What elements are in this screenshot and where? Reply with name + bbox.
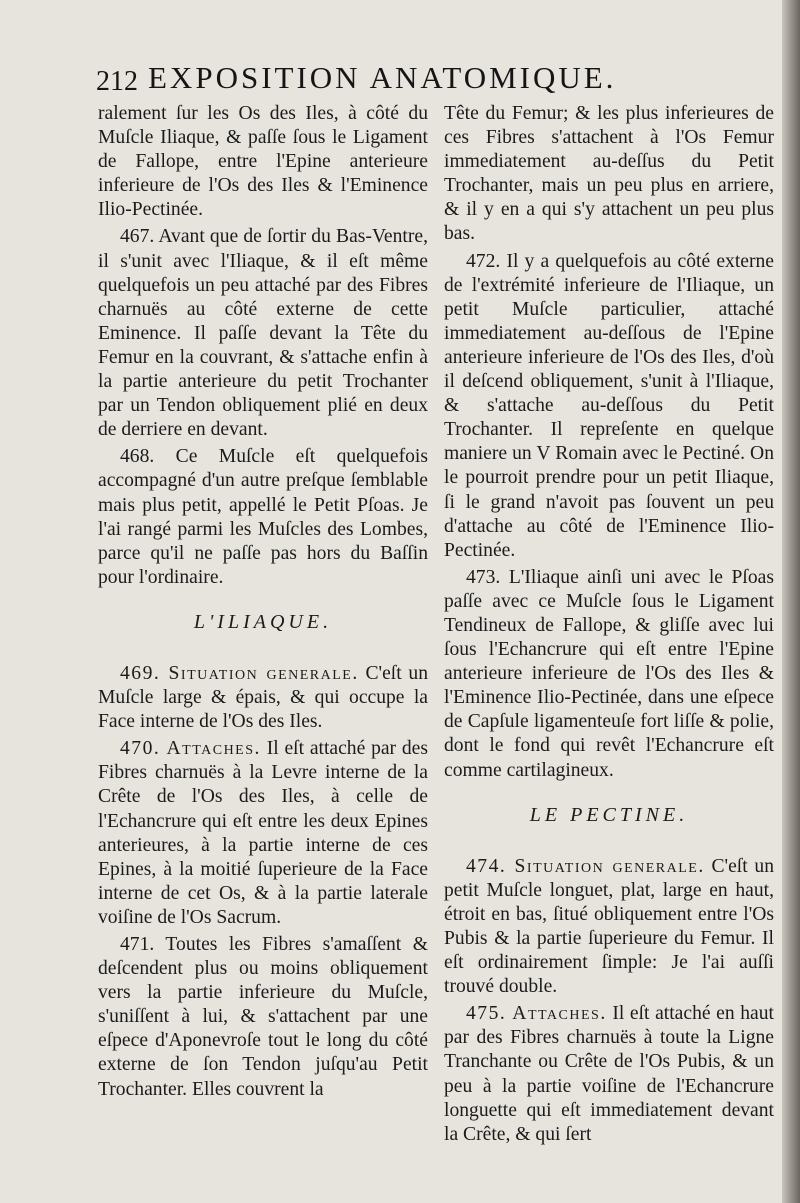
section-title-pectine: LE PECTINE. xyxy=(529,803,689,826)
paragraph-lead: 469. Situation generale. xyxy=(120,662,359,684)
paragraph-473: 473. L'Iliaque ainſi uni avec le Pſoas paſſe avec ce Muſcle ſous le Ligament Tendineux de Fallope, & gliſſe avec lui ſous l'Echancrure qui eſt entre l'Epine anterieure inferieure de l'Os des Iles & l'Eminence Ilio-Pectinée, dans une eſpece de Capſule ligamenteuſe fort liſſe & polie, dont le fond qui revêt l'Echancrure eſt comme cartilagineux. xyxy=(444,566,774,781)
running-title: EXPOSITION ANATOMIQUE. xyxy=(148,60,617,95)
right-column xyxy=(444,102,774,1150)
paragraph-467: 467. Avant que de ſortir du Bas-Ventre, il s'unit avec l'Iliaque, & il eſt même quelquefois un peu attaché par des Fibres charnuës au côté externe de cette Eminence. Il paſſe devant la Tête du Femur en la couvrant, & s'attache enfin à la partie anterieure du petit Trochanter par un Tendon obliquement plié en deux de derriere en devant. xyxy=(98,226,428,441)
page-number: 212 xyxy=(96,66,138,97)
paragraph: ralement ſur les Os des Iles, à côté du Muſcle Iliaque, & paſſe ſous le Ligament de Fallope, entre l'Epine anterieure inferieure de l'Os des Iles & l'Eminence Ilio-Pectinée. xyxy=(98,103,428,221)
paragraph-472: 472. Il y a quelquefois au côté externe de l'extrémité inferieure de l'Iliaque, un petit Muſcle particulier, attaché immediatement au-deſſous de l'Epine anterieure inferieure de l'Os des Iles, d'où il deſcend obliquement, s'unit à l'Iliaque, & s'attache au-deſſous du Petit Trochanter. Il repreſente en quelque maniere un V Romain avec le Pectiné. On le pourroit prendre pour un petit Iliaque, ſi le grand n'avoit pas ſouvent un peu d'attache au côté de l'Eminence Ilio-Pectinée. xyxy=(444,250,774,561)
paragraph-471: 471. Toutes les Fibres s'amaſſent & deſcendent plus ou moins obliquement vers la partie inferieure du Muſcle, s'uniſſent à lui, & s'attachent par une eſpece d'Aponevroſe tout le long du côté externe de ſon Tendon juſqu'au Petit Trochanter. Elles couvrent la xyxy=(98,934,428,1100)
page-gutter-shadow xyxy=(782,0,800,1203)
paragraph-text: Il eſt attaché en haut par des Fibres charnuës à toute la Ligne Tranchante ou Crête de l'Os Pubis, & un peu à la partie voiſine de l'Echancrure longuette qui eſt immediatement devant la Crête, & qui ſert xyxy=(444,1003,774,1145)
paragraph-text: Il eſt attaché par des Fibres charnuës à la Levre interne de la Crête de l'Os des Iles, à celle de l'Echancrure qui eſt entre les deux Epines anterieures, à la partie interne de ces Epines, à la moitié ſuperieure de la Face interne de cet Os, & à la partie laterale voiſine de l'Os Sacrum. xyxy=(98,738,428,928)
section-title-iliaque: L'ILIAQUE. xyxy=(193,610,333,633)
paragraph-lead: 474. Situation generale. xyxy=(466,855,705,877)
paragraph-474 xyxy=(444,855,774,1000)
paragraph-469 xyxy=(98,662,428,734)
paragraph-lead: 470. Attaches. xyxy=(120,738,261,760)
paragraph-text: C'eſt un Muſcle large & épais, & qui occupe la Face interne de l'Os des Iles. xyxy=(98,662,428,733)
paragraph-468: 468. Ce Muſcle eſt quelquefois accompagné d'un autre preſque ſemblable mais plus petit, appellé le Petit Pſoas. Je l'ai rangé parmi les Muſcles des Lombes, parce qu'il ne paſſe pas hors du Baſſin pour l'ordinaire. xyxy=(98,446,428,588)
page-header xyxy=(96,60,776,100)
paragraph: Tête du Femur; & les plus inferieures de ces Fibres s'attachent à l'Os Femur immediatement au-deſſus du Petit Trochanter, mais un peu plus en arriere, & il y en a qui s'y attachent un peu plus bas. xyxy=(444,103,774,245)
paragraph-475 xyxy=(444,1002,774,1147)
paragraph-text: C'eſt un petit Muſcle longuet, plat, large en haut, étroit en bas, ſitué obliquement entre l'Os Pubis & la partie ſuperieure du Femur. Il eſt ordinairement ſimple: Je l'ai auſſi trouvé double. xyxy=(444,855,774,998)
paragraph-470 xyxy=(98,737,428,930)
left-column xyxy=(98,102,428,1105)
paragraph-lead: 475. Attaches. xyxy=(466,1003,607,1025)
